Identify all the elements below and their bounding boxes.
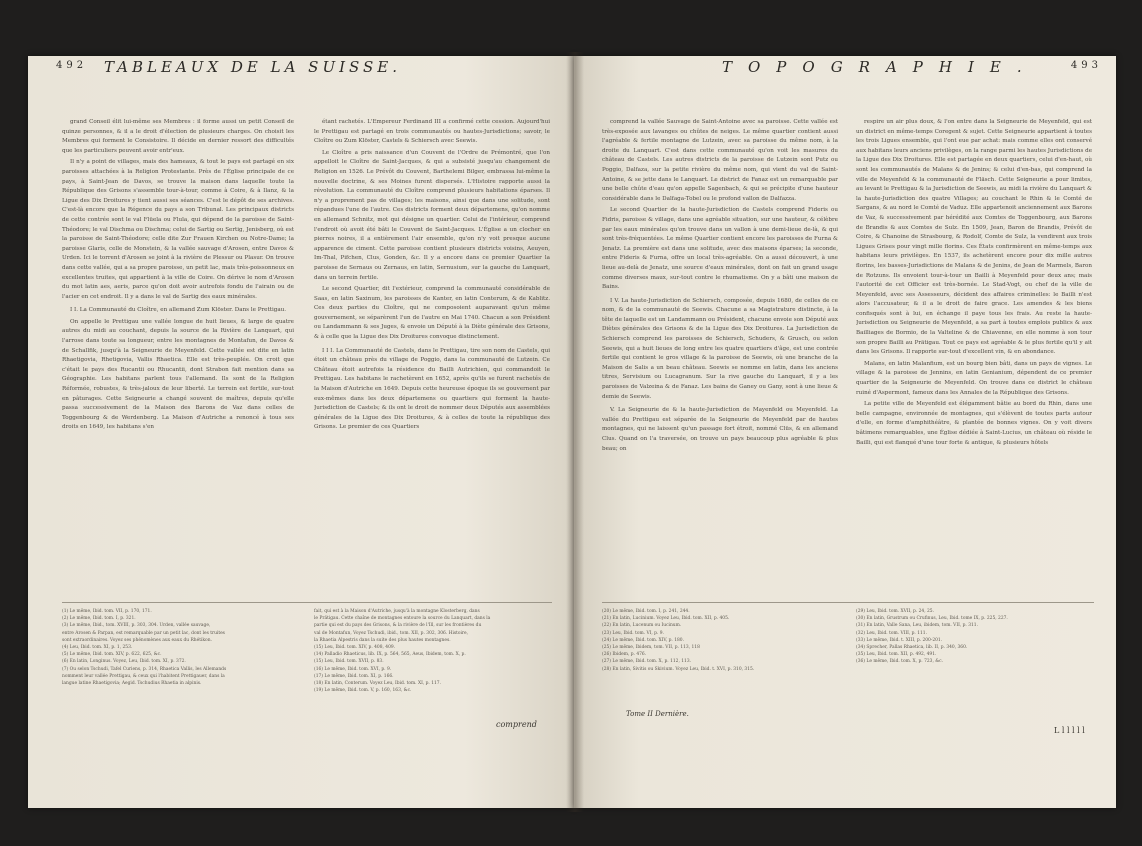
- footnote: (5) Le même, Ibid. tom. XIV, p. 622, 625, &c.: [62, 652, 162, 658]
- footnote: (4) Leu, Ibid. tom. XI, p. 1, 253.: [62, 645, 133, 651]
- footnote: (7) Ou selon Tschudi, Tafel Curiens, p. 314, Rhaetica Vallis, les Allemands: [62, 666, 227, 672]
- footnote: fait, qui est à la Maison d'Autriche, jusqu'à la montagne Klosterberg, dans: [314, 609, 480, 614]
- footnote: (19) Le même, Ibid. tom. V, p. 160, 163, &c.: [314, 688, 412, 694]
- footnote: (33) Le même, Ibid. t. XIII, p. 200-201.: [856, 637, 943, 643]
- left-head-title: TABLEAUX DE LA SUISSE.: [104, 58, 402, 76]
- footnote: (18) En latin, Conterum. Voyez Leu, Ibid. tom. XI, p. 117.: [314, 681, 441, 687]
- footnote: (15) Leu, Ibid. tom. XIV, p. 408, 409.: [314, 645, 396, 651]
- footnote: sont extraordinaires. Voyez ses phénomènes aux eaux du Rhétikon.: [62, 637, 212, 643]
- footnote: (32) Leu, Ibid. tom. VIII, p. 111.: [856, 630, 927, 636]
- footnote: (25) Le même, Ibidem, tom. VII, p. 113, 118: [602, 645, 700, 651]
- footnote: (27) Le même, Ibid. tom. X, p. 112, 113.: [602, 659, 692, 665]
- footnote: (28) En latin, Sivitis ou Skivium. Voyez Leu, Ibid. t. XVI, p. 310, 315.: [602, 666, 755, 672]
- footnote: (23) Leu, Ibid. tom. VI, p. 9.: [602, 630, 664, 636]
- footnote: la Rhaetia Alpestris dans la suite des plus hautes montagnes.: [314, 637, 451, 643]
- left-footnotes-col-2: [314, 608, 552, 718]
- book-gutter: [566, 52, 584, 812]
- right-column-2: [856, 118, 1092, 566]
- footnote: (21) En latin, Lucinium. Voyez Leu, Ibid. tom. XII, p. 405.: [602, 616, 730, 622]
- paragraph: I I. La Communauté du Cloître, en allemand Zum Klöster. Dans le Prettigau.: [70, 307, 287, 314]
- left-text-columns: [62, 118, 552, 566]
- footnote: (2) Le même, Ibid. tom. I, p. 321.: [62, 616, 136, 622]
- left-column-2: [314, 118, 550, 566]
- paragraph: Le second Quartier de la haute-Jurisdiction de Castels comprend Fideris ou Fidris, paroisse & village, dans une agréable situation, sur une hauteur, & célèbre par les eaux minérales qu'on trouve dans un vallon à une demi-lieue de-là, & qui sont très-fréquentées. Le même Quartier contient encore les paroisses de Furna & Jenatz. La première est dans une solitude, avec des maisons éparses; la seconde, entre Fideris & Furna, offre un local très-agréable. On a aussi découvert, à une lieue au-delà de Jenatz, une source d'eaux minérales, dont on fait un grand usage comme diverses maux, sur-tout contre le rhumatisme. On y a bâti une maison de Bains.: [602, 207, 838, 291]
- footnote: (26) Ibidem, p. 476.: [602, 652, 647, 658]
- right-footnote-rule: [602, 602, 1094, 603]
- footnote: (15) Leu, Ibid. tom. XVII, p. 83.: [314, 659, 384, 665]
- footnote: (14) Palladio Rhaeticus, lib. IX, p. 564, 565, Aeus, Ibidem, tom. X, p.: [314, 652, 466, 658]
- paragraph: On appelle le Prettigau une vallée longue de huit lieues, & large de quatre autres du midi au couchant, depuis la source de la Rivière de Lanquart, qui l'arrose dans toute sa longueur, entre les montagnes de Montafun, de Davos & de Schallfik, jusqu'à la Seigneurie de Meyenfeld. Cette vallée est dite en latin Rhaetigovia, Rhetigovia, Vallis Rhaetica. Elle est très-peuplée. On croit que c'était le pays des Rucantii ou Rhucantii, dont Strabon fait mention dans sa Géographie. Les habitans parlent tous l'allemand. Ils sont de la Religion Réformée, robustes, & très-jaloux de leur liberté. Le terrein est fertile, sur-tout en pâturages. Cette Seigneurie a changé souvent de maîtres, depuis qu'elle passa successivement de la Maison des Barons de Vaz dans celles de Toggenbourg & de Werdenberg. La Maison d'Autriche a renoncé à tous ses droits en 1649, les habitans s'en: [62, 318, 294, 431]
- footnote: (30) En latin, Grustrum ou Crufinus, Leu, Ibid. tome IX, p. 225, 227.: [856, 616, 1008, 622]
- footnote: (20) Le même, Ibid. tom. I, p. 241, 244.: [602, 609, 690, 614]
- right-footnotes-col-2: [856, 608, 1094, 718]
- right-column-1: [602, 118, 838, 566]
- paragraph: étant rachetés. L'Empereur Ferdinand III a confirmé cette cession. Aujourd'hui le Prettigau est partagé en trois communautés ou hautes-Jurisdictions; savoir, le Cloître ou Zum Klöster, Castels & Schiersch avec Seewis.: [314, 119, 550, 145]
- footnote: (31) En latin, Valle Sana, Leu, ibidem, tom. VII, p. 311.: [856, 623, 978, 629]
- paragraph: V. La Seigneurie de & la haute-Jurisdiction de Mayenfeld ou Meyenfeld. La vallée du Prettigau est séparée de la Seigneurie de Meyenfeld par de hautes montagnes, qui ne laissent qu'un passage fort étroit, nommé Clüs, & en allemand Clus. Quand on l'a traversée, on trouve un pays beaucoup plus agréable & plus beau; on: [602, 407, 838, 452]
- right-running-head: [592, 58, 1102, 84]
- footnote: (29) Leu, Ibid. tom. XVII, p. 24, 25.: [856, 609, 934, 614]
- footnote: langue latine Rhaetigovia; Aegid. Tschudius Rhaetia in alpinis.: [62, 681, 202, 687]
- right-footnotes: [602, 608, 1094, 718]
- paragraph: I I I. La Communauté de Castels, dans le Prettigau, tire son nom de Castels, qui étoit un château près du village de Poggio, dans la communauté de Lutzein. Ce Château étoit autrefois la résidence du Bailli Autrichien, qui commandoit le Prettigau. Les habitans le rachetèrent en 1652, après qu'ils se furent rachetés de la Maison d'Autriche en 1649. Depuis cette heureuse époque ils se gouvernent par eux-mêmes dans les deux départemens ou quartiers qui forment la haute-Jurisdiction de Castels; & ils ont le droit de nommer deux Députés aux assemblées générales de la Ligue des Dix Droitures, & à celles de toute la république des Grisons. Le premier de ces Quartiers: [314, 347, 550, 431]
- footnote: nomment leur vallée Prettigau, & ceux qui l'habitent Prettigauer, dans la: [62, 673, 225, 679]
- paragraph: grand Conseil élit lui-même ses Membres : il forme aussi un petit Conseil de quinze personnes, & il a le droit d'élection de plusieurs charges. On choisit les Membres qui forment le Consistoire. Il décide en dernier ressort des difficultés que les particuliers peuvent avoir entr'eux.: [62, 119, 294, 154]
- footnote: (36) Le même, Ibid. tom. X, p. 723, &c.: [856, 659, 944, 665]
- left-footnotes: [62, 608, 552, 718]
- paragraph: respire un air plus doux, & l'on entre dans la Seigneurie de Meyenfeld, qui est un district en même-temps Coregent & sujet. Cette Seigneurie appartient à toutes les trois Ligues ensemble, qui l'ont eue par achat: mais comme elles ont conservé aux habitans leurs anciens privilèges, on la range parmi les hautes Jurisdictions de la Ligue des Dix Droitures. Elle est partagée en deux quartiers, celui d'en-haut, où sont les communautés de Malans & de Jenins; & celui d'en-bas, qui comprend la ville de Meyenfeld & la communauté de Fläsch. Cette Seigneurie a pour limites, au levant le Prettigau & la Jurisdiction de Seewis, au midi la rivière du Lanquart & la haute-Jurisdiction des quatre Villages; au couchant le Rhin & le Comté de Sargans, & au nord le Comté de Vaduz. Elle appartenoit anciennement aux Barons de Vaz, & successivement par hérédité aux Comtes de Toggenbourg, aux Barons de Brandis & aux Comtes de Sulz. En 1509, Jean, Baron de Brandis, Prévôt de Coire, & Chanoine de Strasbourg, & Rodolf, Comte de Sulz, la vendirent aux trois Ligues Grises pour vingt mille florins. Ces États confirmèrent en même-temps aux habitans leurs privilèges. En 1537, ils achetèrent encore pour dix mille autres florins, les basses-Jurisdictions de Malans & de Jenins, de Jean de Marmels, Baron de Rotzuns. Ils envoient tour-à-tour un Bailli à Meyenfeld pour deux ans; mais l'autorité de cet Officier est très-bornée. Le Stad-Vogt, ou chef de la ville de Meyenfeld, avec ses Assesseurs, décident des affaires criminelles: le Bailli n'est alors l'accusateur, & il a le droit de faire grace. Les amendes & les biens confisqués sont à lui, en échange il paye tous les frais. Au reste la haute-Jurisdiction ou Seigneurie de Meyenfeld, a sa part à toutes emplois publics & aux Bailliages de Bormio, de la Valteline & de Chiavenne, en elle nomme à son tour son propre Bailli au Prätigau. Tout ce pays est agréable & le plus fertile qu'il y ait dans les Grisons. Il rapporte sur-tout d'excellent vin, & en abondance.: [856, 119, 1092, 356]
- paragraph: La petite ville de Meyenfeld est élégamment bâtie au bord du Rhin, dans une belle campagne, environnée de montagnes, qui s'élèvent de toutes parts autour d'elle, en forme d'amphithéâtre, & plantée de bonnes vignes. On y voit divers bâtimens remarquables, une Église dédiée à Saint-Lucius, un château où réside le Bailli, qui est flanqué d'une tour forte & antique, & plusieurs hôtels: [856, 401, 1092, 446]
- left-page-number: 492: [56, 60, 88, 71]
- footnote: (1) Le même, Ibid. tom. VII, p. 170, 171.: [62, 609, 152, 614]
- right-page-number: 493: [1070, 60, 1102, 71]
- paragraph: Malans, en latin Malanfium, est un bourg bien bâti, dans un pays de vignes. Le village & la paroisse de Jennins, en latin Genianium, dépendent de ce premier quartier de la Seigneurie de Meyenfeld. On trouve dans ce district le château ruiné d'Aspermont, fameux dans les Annales de la République des Grisons.: [856, 360, 1092, 396]
- footnote: (24) Le même, Ibid. tom. XIV, p. 180.: [602, 637, 684, 643]
- paragraph: Le Cloître a pris naissance d'un Couvent de l'Ordre de Prémontré, que l'on appelloit le Cloître de Saint-Jacques, & qui a subsisté jusqu'au changement de Religion en 1526. Le Prévôt du Couvent, Barthelemi Bilger, embrassa lui-même la nouvelle doctrine, & ses Moines furent dispersés. L'Histoire rapporte aussi la révolution. La communauté du Cloître comprend plusieurs habitations éparses. Il n'y a proprement pas de villages; les maisons, ainsi que dans une solitude, sont répandues l'une de l'autre. Ces districts forment deux départemens, qu'on nomme en allemand Schnitz, mot qui désigne un quartier. Celui de l'intérieur, comprend l'endroit où avoit été bâti le Couvent de Saint-Jacques. L'Église a un clocher en pierres noires, il a entièrement l'air ensemble, qu'on n'y voit presque aucune apparence de ciment. Cette paroisse contient plusieurs districts voisins, Aeuyen, Im-Thal, Pifchen, Clus, Gonden, &c. Il y a encore dans ce premier Quartier la paroisse de Sernaus ou Zernaus, en latin, Sernusium, sur la gauche du Lanquart, dans un terrein fertile.: [314, 149, 550, 281]
- footnote: val de Montafun, Voyez Tschudi, ibid., tom. XII, p. 302, 306. Histoire,: [314, 630, 469, 636]
- footnote: (35) Leu, Ibid. tom. XII, p. 492, 491.: [856, 652, 937, 658]
- footnote: entre Arosen & Parpan, est remarquable par un petit lac, dont les truites: [62, 630, 225, 636]
- footnote: (34) Sprecher, Pallas Rhaetica, lib. II, p. 340, 360.: [856, 645, 968, 651]
- footnote: le Prätigau. Cette chaîne de montagnes entoure la source du Lanquart, dans la: [314, 616, 491, 622]
- left-footnotes-col-1: [62, 608, 298, 718]
- paragraph: comprend la vallée Sauvage de Saint-Antoine avec sa paroisse. Cette vallée est très-exposée aux lavanges ou chûtes de neiges. Le même quartier contient aussi l'agréable & fertile montagne de Lutzein, avec sa paroisse du même nom, à la droite du Lanquart. C'est dans cette communauté qu'on voit les masures du château de Castels. Les autres districts de la paroisse de Lutzein sont Putz ou Poggio, Dalfaza, sur la petite rivière du même nom, qui vient du val de Saint-Antoine, & se jette dans le Lanquart. Le district de Fanaz est un remarquable par une belle chûte d'eau qu'on appelle Sagenbach, & qui se précipite d'une hauteur considérable dans le Dalfaga-Tobel ou le profond vallon de Dalfazza.: [602, 119, 838, 202]
- footnote: (22) En latin, Lucenum ou Iucinum.: [602, 623, 682, 629]
- paragraph: Il n'y a point de villages, mais des hameaux, & tout le pays est partagé en six paroisses attachées à la Religion Protestante. Près de l'Église principale de ce pays, à Saint-Jean de Davos, se trouve la maison dans laquelle toute la République des Grisons s'assemble tour-à-tour, comme à Coire, & à Ilanz, & la Ligue des Dix Droitures y tient aussi ses séances. C'est le dépôt de ses archives. C'est-là encore que la Régence du pays a son Tribunal. Les principaux districts de cette contrée sont le val Flüela ou Flula, qui dépend de la paroisse de Saint-Théodore; le val Dischma ou Dischma; celui de Sartig ou Sertig, Jenisberg, où est la paroisse de Saint-Théodore; celle dite Zur Frauen Kirchen ou Notre-Dame; la paroisse Glaris, celle de Monstein, & la vallée sauvage d'Arosen, entre Davos & Urden. Ici le torrent d'Arosen se joint à la rivière de Plessur ou Plasur. On trouve dans cette vallée, qui a sa propre paroisse, un petit lac, mais très-poissonneux en excellentes truites, qui appartient à la ville de Coire. On dérive le nom d'Arosen du mot latin aes, aeris, parce qu'on doit avoir autrefois fondu de l'airain ou de l'acier en cet endroit. Il y a dans le val de Sartig des eaux minérales.: [62, 159, 294, 300]
- right-footnotes-col-1: [602, 608, 840, 718]
- paragraph: I V. La haute-Jurisdiction de Schiersch, composée, depuis 1680, de celles de ce nom, & de la communauté de Seewis. Chacune a sa Magistrature distincte, à la tête de laquelle est un Landammann ou Président, chacune envoie son Député aux Diètes générales des Grisons & de la Ligue des Dix Droitures. La Jurisdiction de Schiersch comprend les paroisses de Schiersch, Schuders, & Grusch, ou selon Seewis, qui a huit lieues de long entre les quatre quartiers d'âge, est une contrée fertile qui contient le gros village & la paroisse de Seewis, où une branche de la Maison de Salis a un beau château. Seewis se nomme en latin, dans les anciens titres, Servisium ou Lucagranum. Sur la rive gauche du Lanquart, il y a les paroisses de Valzeina & de Fanaz. Les bains de Ganey ou Gany, sont à une lieue & demie de Seewis.: [602, 297, 838, 400]
- right-volume-line: Tome II Dernière.: [626, 710, 689, 718]
- footnote: partie qui est du pays des Grisons, & la rivière de l'Ill, sur les frontières du: [314, 623, 482, 629]
- left-footnote-rule: [62, 602, 552, 603]
- right-signature-mark: L l l l l l: [1054, 726, 1085, 735]
- left-column-1: [62, 118, 294, 566]
- footnote: (3) Le même, Ibid., tom. XVIII, p. 303, 304. Urden, vallée sauvage,: [62, 623, 211, 629]
- right-head-title: TOPOGRAPHIE.: [722, 58, 1038, 76]
- footnote: (6) En latin, Longinus. Voyez, Leu, Ibid. tom. XI, p. 372.: [62, 659, 186, 665]
- right-text-columns: [602, 118, 1094, 566]
- paragraph: Le second Quartier, dit l'extérieur, comprend la communauté considérable de Saas, en latin Saxinum, les paroisses de Kanter, en latin Conterum, & de Kablitz. Ces deux parties du Cloître, qui ne composoient auparavant qu'un même gouvernement, se séparèrent l'un de l'autre en Mai 1740. Chacun a son Président ou Landammann & ses Juges, & envoie un Député à la Diète générale des Grisons, & à celle que la Ligue des Dix Droitures convoque distinctement.: [314, 286, 550, 341]
- left-running-head: [56, 58, 556, 84]
- footnote: (17) Le même, Ibid. tom. XI, p. 166.: [314, 673, 394, 679]
- left-catchword: comprend: [496, 720, 537, 729]
- footnote: (16) Le même, Ibid. tom. XVI, p. 9.: [314, 666, 392, 672]
